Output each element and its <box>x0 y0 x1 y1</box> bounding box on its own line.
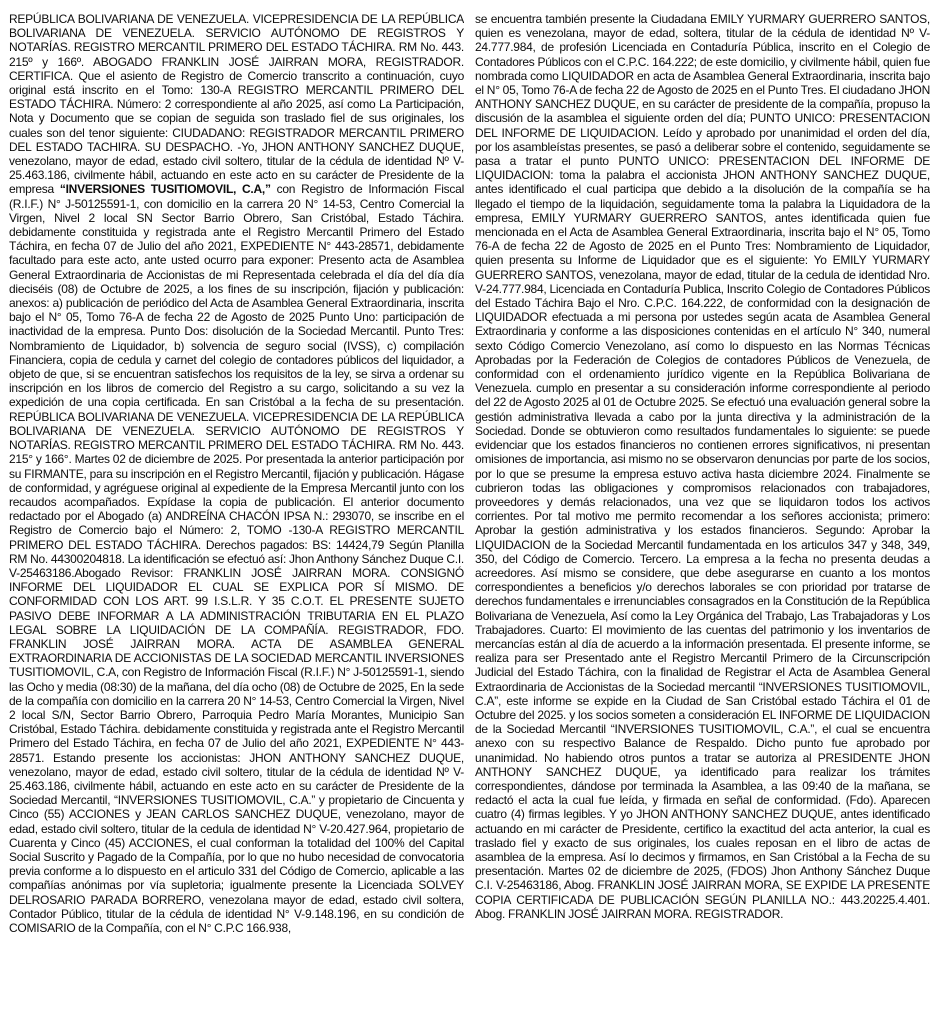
document-text-run: REPÚBLICA BOLIVARIANA DE VENEZUELA. VICEPRESIDENCIA DE LA REPÚBLICA BOLIVARIANA DE VENEZUELA. SERVICIO AUTÓNOMO DE REGISTROS Y NOTARÍAS. REGISTRO MERCANTIL PRIMERO DEL ESTADO TÁCHIRA. RM No. 443. 215º y 166º. ABOGADO FRANKLIN JOSÉ JAIRRAN MORA, REGISTRADOR. CERTIFICA. Que el asiento de Registro de Comercio transcrito a continuación, cuyo original está inscrito en el Tomo: 130-A REGISTRO MERCANTIL PRIMERO DEL ESTADO TÁCHIRA. Número: 2 correspondiente al año 2025, así como La Participación, Nota y Documento que se copian de seguida son traslado fiel de sus originales, los cuales son del tenor siguiente: CIUDADANO: REGISTRADOR MERCANTIL PRIMERO DEL ESTADO TACHIRA. SU DESPACHO. -Yo, JHON ANTHONY SANCHEZ DUQUE, venezolano, mayor de edad, estado civil soltero, titular de la cédula de identidad Nº V-25.463.186, civilmente hábil, actuando en este acto en su carácter de Presidente de la empresa <box>9 12 464 197</box>
document-left-column <box>9 12 464 1016</box>
document-text-run: con Registro de Información Fiscal (R.I.F.) N° J-50125591-1, con domicilio en la carrera 20 N° 14-53, Centro Comercial la Virgen, Nivel 2 local SN Sector Barrio Obrero, San Cristóbal, Estado Táchira. debidamente constituida y registrada ante el Registro Mercantil Primero del Estado Táchira, en fecha 07 de Julio del año 2021, EXPEDIENTE N° 443-28571, debidamente facultado para este acto, ante usted ocurro para exponer: Presento acta de Asamblea General Extraordinaria de Accionistas de mi Representada celebrada el día del día día dieciséis (08) de Octubre de 2025, a los fines de su inscripción, fijación y publicación: anexos: a) publicación de periódico del Acta de Asamblea General Extraordinaria, inscrita bajo el N° 05, Tomo 76-A de fecha 22 de Agosto de 2025 Punto Uno: participación de inactividad de la empresa. Punto Dos: disolución de la Sociedad Mercantil. Punto Tres: Nombramiento de Liquidador, b) solvencia de seguro social (IVSS), c) compilación Financiera, copia de cedula y carnet del colegio de contadores públicos del liquidador, a objeto de que, si se encuentran satisfechos los requisitos de la ley, se sirva a ordenar su inscripción en los libros de comercio del Registro a su cargo, solicitando a su vez la expedición de una copia certificada. En san Cristóbal a la fecha de su presentación. REPÚBLICA BOLIVARIANA DE VENEZUELA. VICEPRESIDENCIA DE LA REPÚBLICA BOLIVARIANA DE VENEZUELA. SERVICIO AUTÓNOMO DE REGISTROS Y NOTARÍAS. REGISTRO MERCANTIL PRIMERO DEL ESTADO TÁCHIRA. RM No. 443. 215° y 166°. Martes 02 de diciembre de 2025. Por presentada la anterior participación por su FIRMANTE, para su inscripción en el Registro Mercantil, fijación y publicación. Hágase de conformidad, y agréguese original al expediente de la Empresa Mercantil junto con los recaudos acompañados. Expídase la copia de publicación. El anterior documento redactado por el Abogado (a) ANDREÍNA CHACÓN IPSA N.: 293070, se inscribe en el Registro de Comercio bajo el Número: 2, TOMO -130-A REGISTRO MERCANTIL PRIMERO DEL ESTADO TÁCHIRA. Derechos pagados: BS: 14424,79 Según Planilla RM No. 44300204818. La identificación se efectuó así: Jhon Anthony Sánchez Duque C.I. V-25463186.Abogado Revisor: FRANKLIN JOSÉ JAIRRAN MORA. CONSIGNÓ INFORME DEL LIQUIDADOR EL CUAL SE EXPLICA POR SÍ MISMO. DE CONFORMIDAD CON LOS ART. 99 I.S.L.R. Y 35 C.O.T. EL PRESENTE SUJETO PASIVO DEBE INFORMAR A LA ADMINISTRACIÓN TRIBUTARIA EN EL PLAZO LEGAL SOBRE LA LIQUIDACIÓN DE LA COMPAÑÍA. REGISTRADOR, FDO. FRANKLIN JOSÉ JAIRRAN MORA. ACTA DE ASAMBLEA GENERAL EXTRAORDINARIA DE ACCIONISTAS DE LA SOCIEDAD MERCANTIL INVERSIONES TUSITIOMOVIL, C.A, con Registro de Información Fiscal (R.I.F.) N° J-50125591-1, siendo las Ocho y media (08:30) de la mañana, del día ocho (08) de Octubre de 2025, En la sede de la compañía con domicilio en la carrera 20 N° 14-53, Centro Comercial la Virgen, Nivel 2 local S/N, Sector Barrio Obrero, Parroquia Pedro María Morantes, Municipio San Cristóbal, Estado Táchira. debidamente constituida y registrada ante el Registro Mercantil Primero del Estado Táchira, en fecha 07 de Julio del año 2021, EXPEDIENTE N° 443-28571. Estando presente los accionistas: JHON ANTHONY SANCHEZ DUQUE, venezolano, mayor de edad, estado civil soltero, titular de la cédula de identidad Nº V-25.463.186, civilmente hábil, actuando en este acto en su carácter de Presidente de la Sociedad Mercantil, “INVERSIONES TUSITIOMOVIL, C.A.” y propietario de Cincuenta y Cinco (55) ACCIONES y JEAN CARLOS SANCHEZ DUQUE, venezolano, mayor de edad, estado civil soltero, titular de la cedula de identidad N° V-20.427.964, propietario de Cuarenta y Cinco (45) ACCIONES, el cual conforman la totalidad del 100% del Capital Social Suscrito y Pagado de la Compañía, por lo que no hubo necesidad de convocatoria previa conforme a lo dispuesto en el articulo 331 del Código de Comercio, aplicable a las compañías anónimas por vía supletoria; igualmente presente la Licenciada SOLVEY DELROSARIO PARADA BORRERO, venezolana mayor de edad, estado civil soltera, Contador Público, titular de la cédula de identidad N° V-9.148.196, en su condición de COMISARIO de la Compañía, con el N° C.P.C 166.938, <box>9 182 464 935</box>
document-right-column <box>475 12 930 1016</box>
document-text-run: se encuentra también presente la Ciudadana EMILY YURMARY GUERRERO SANTOS, quien es venezolana, mayor de edad, soltera, titular de la cédula de identidad Nº V-24.777.984, de profesión Licenciada en Contaduría Pública, inscrito en el Colegio de Contadores Públicos con el C.P.C. 164.222; de este domicilio, y civilmente hábil, quien fue nombrada como LIQUIDADOR en acta de Asamblea General Extraordinaria, inscrita bajo el N° 05, Tomo 76-A de fecha 22 de Agosto de 2025 en el Punto Tres. El ciudadano JHON ANTHONY SANCHEZ DUQUE, en su carácter de presidente de la compañía, propuso la discusión de la asamblea el siguiente orden del día; PUNTO UNICO: PRESENTACION DEL INFORME DE LIQUIDACION. Leído y aprobado por unanimidad el orden del día, por los asambleístas presentes, se pasó a deliberar sobre el contenido, seguidamente se pasa a tratar el punto PUNTO UNICO: PRESENTACION DEL INFORME DE LIQUIDACION: toma la palabra el accionista JHON ANTHONY SANCHEZ DUQUE, antes identificado el cual participa que debido a la disolución de la compañía se ha llegado el tiempo de la liquidación, seguidamente toma la palabra la Liquidadora de la empresa, EMILY YURMARY GUERRERO SANTOS, antes identificada quien fue mencionada en el Acta de Asamblea General Extraordinaria, inscrita bajo el N° 05, Tomo 76-A de fecha 22 de Agosto de 2025 en el Punto Tres: Nombramiento de Liquidador, quien presenta su Informe de Liquidador que es el siguiente: Yo EMILY YURMARY GUERRERO SANTOS, venezolana, mayor de edad, titular de la cedula de identidad Nro. V-24.777.984, Licenciada en Contaduría Publica, Inscrito Colegio de Contadores Públicos del Estado Táchira Bajo el Nro. C.P.C. 164.222, de conformidad con la designación de LIQUIDADOR efectuada a mi persona por ustedes según acata de Asamblea General Extraordinaria y conforme a las disposiciones contenidas en el artículo N° 340, numeral sexto Código Comercio Venezolano, así como lo dispuesto en las Normas Técnicas Aprobadas por la Federación de Colegios de contadores Públicos de Venezuela, de conformidad con el ordenamiento jurídico vigente en la República Bolivariana de Venezuela. cumplo en presentar a su consideración informe correspondiente al periodo del 22 de Agosto 2025 al 01 de Octubre 2025. Se efectuó una evaluación general sobre la gestión administrativa llevada a cabo por la junta directiva y la administración de la Sociedad. Donde se obtuvieron como resultados fundamentales lo siguiente: se puede evidenciar que los estados financieros no contienen errores significativos, ni presentan omisiones de importancia, asi mismo no se observaron denuncias por parte de los socios, por lo que se presume la empresa estuvo activa hasta diciembre 2024. Finalmente se cubrieron todas las obligaciones y compromisos relacionados con trabajadores, proveedores y demás relacionados, una vez que se liquidaron todos los activos corrientes. Por tal motivo me permito recomendar a los señores accionista; primero: Aprobar la gestión administrativa y los estados financieros. Segundo: Aprobar la LIQUIDACION de la Sociedad Mercantil fundamentada en los articulos 347 y 348, 349, 350, del Código de Comercio. Tercero. La empresa a la fecha no presenta deudas a acreedores. Así mismo se considere, que debe asegurarse en cuanto a los montos correspondientes a beneficios y/o derechos laborales se con prioridad por tratarse de derechos fundamentales e irrenunciables consagrados en la Constitución de la República Bolivariana de Venezuela, Así como la Ley Orgánica del Trabajo, Las Trabajadoras y Los Trabajadores. Cuarto: El movimiento de las cuentas del patrimonio y los inventarios de mercancías están al día de acuerdo a la información presentada. El presente informe, se realiza para ser Presentado ante el Registro Mercantil Primero de la Circunscripción Judicial del Estado Táchira, con la finalidad de Registrar el Acta de Asamblea General Extraordinaria de Accionistas de la Sociedad mercantil “INVERSIONES TUSITIOMOVIL, C.A”, este informe se expide en la Ciudad de San Cristóbal estado Táchira el 01 de Octubre del 2025. y los socios someten a consideración EL INFORME DE LIQUIDACION de la Sociedad Mercantil “INVERSIONES TUSITIOMOVIL, C.A.”, el cual se encuentra anexo con su respectivo Balance de Respaldo. Dicho punto fue aprobado por unanimidad. No habiendo otros puntos a tratar se autoriza al PRESIDENTE JHON ANTHONY SANCHEZ DUQUE, ya identificado para realizar los trámites correspondientes, dándose por terminada la Asamblea, a las 09:40 de la mañana, se redactó el acta la cual fue leída, y firmada en señal de conformidad. (Fdo). Aparecen cuatro (4) firmas legibles. Y yo JHON ANTHONY SANCHEZ DUQUE, antes identificado actuando en mi carácter de Presidente, certifico la exactitud del acta anterior, la cual es traslado fiel y exacto de sus originales, los cuales reposan en el libro de actas de asamblea de la empresa. Así lo decimos y firmamos, en San Cristóbal a la Fecha de su presentación. Martes 02 de diciembre de 2025, (FDOS) Jhon Anthony Sánchez Duque C.I. V-25463186, Abog. FRANKLIN JOSÉ JAIRRAN MORA, SE EXPIDE LA PRESENTE COPIA CERTIFICADA DE PUBLICACIÓN SEGÚN PLANILLA NO.: 443.20225.4.401. Abog. FRANKLIN JOSÉ JAIRRAN MORA. REGISTRADOR. <box>475 12 930 921</box>
company-name-bold-run: “INVERSIONES TUSITIOMOVIL, C.A,” <box>59 182 271 197</box>
